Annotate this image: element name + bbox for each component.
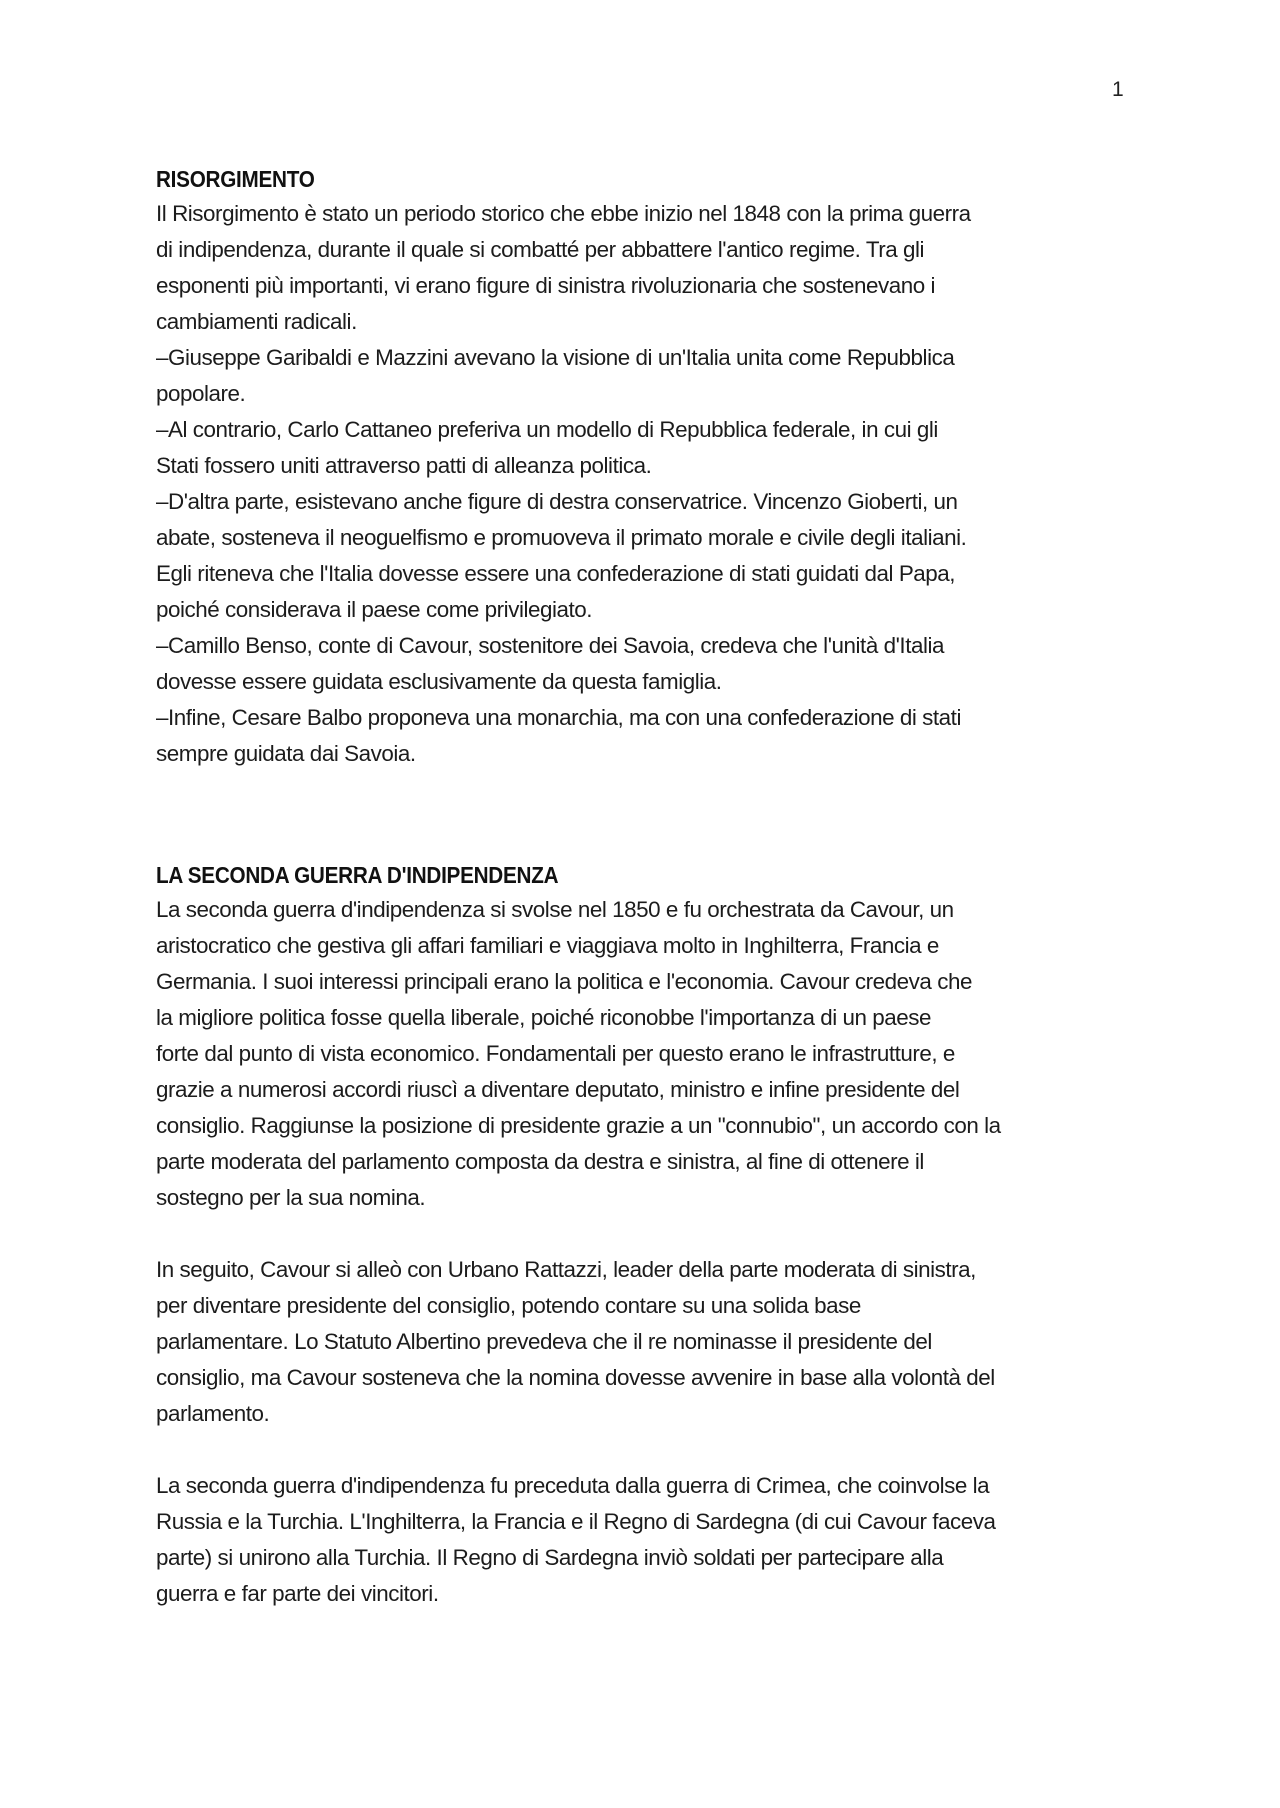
text-line: Il Risorgimento è stato un periodo storico che ebbe inizio nel 1848 con la prima guerra [156, 201, 971, 226]
text-line: La seconda guerra d'indipendenza fu preceduta dalla guerra di Crimea, che coinvolse la [156, 1473, 990, 1498]
paragraph-spacer [156, 1216, 1136, 1252]
text-line: Egli riteneva che l'Italia dovesse essere una confederazione di stati guidati dal Papa, [156, 561, 956, 586]
text-line: abate, sosteneva il neoguelfismo e promuoveva il primato morale e civile degli italiani. [156, 525, 967, 550]
text-line: La seconda guerra d'indipendenza si svolse nel 1850 e fu orchestrata da Cavour, un [156, 897, 954, 922]
text-line: forte dal punto di vista economico. Fondamentali per questo erano le infrastrutture, e [156, 1041, 955, 1066]
text-line: aristocratico che gestiva gli affari familiari e viaggiava molto in Inghilterra, Francia e [156, 933, 939, 958]
section-heading: LA SECONDA GUERRA D'INDIPENDENZA [156, 862, 559, 888]
text-line: per diventare presidente del consiglio, potendo contare su una solida base [156, 1293, 861, 1318]
document-body [156, 162, 1136, 1612]
text-line: –Infine, Cesare Balbo proponeva una monarchia, ma con una confederazione di stati [156, 705, 961, 730]
text-line: consiglio. Raggiunse la posizione di presidente grazie a un "connubio", un accordo con la [156, 1113, 1001, 1138]
text-line: guerra e far parte dei vincitori. [156, 1581, 439, 1606]
text-line: –Camillo Benso, conte di Cavour, sostenitore dei Savoia, credeva che l'unità d'Italia [156, 633, 945, 658]
text-line: sempre guidata dai Savoia. [156, 741, 416, 766]
text-line: dovesse essere guidata esclusivamente da questa famiglia. [156, 669, 722, 694]
text-line: grazie a numerosi accordi riuscì a diventare deputato, ministro e infine presidente del [156, 1077, 960, 1102]
paragraph [156, 892, 1136, 1216]
text-line: popolare. [156, 381, 246, 406]
text-line: Russia e la Turchia. L'Inghilterra, la Francia e il Regno di Sardegna (di cui Cavour faceva [156, 1509, 996, 1534]
text-line: –D'altra parte, esistevano anche figure di destra conservatrice. Vincenzo Gioberti, un [156, 489, 958, 514]
text-line: Germania. I suoi interessi principali erano la politica e l'economia. Cavour credeva che [156, 969, 972, 994]
paragraph-spacer [156, 1432, 1136, 1468]
text-line: –Al contrario, Carlo Cattaneo preferiva un modello di Repubblica federale, in cui gli [156, 417, 938, 442]
text-line: –Giuseppe Garibaldi e Mazzini avevano la visione di un'Italia unita come Repubblica [156, 345, 955, 370]
section-heading: RISORGIMENTO [156, 166, 315, 192]
text-line: parte) si unirono alla Turchia. Il Regno di Sardegna inviò soldati per partecipare alla [156, 1545, 944, 1570]
text-line: di indipendenza, durante il quale si combatté per abbattere l'antico regime. Tra gli [156, 237, 925, 262]
text-line: sostegno per la sua nomina. [156, 1185, 426, 1210]
text-line: consiglio, ma Cavour sosteneva che la nomina dovesse avvenire in base alla volontà del [156, 1365, 995, 1390]
section-text [156, 196, 1136, 772]
text-line: parlamentare. Lo Statuto Albertino prevedeva che il re nominasse il presidente del [156, 1329, 932, 1354]
page-number: 1 [1112, 78, 1124, 101]
text-line: Stati fossero uniti attraverso patti di alleanza politica. [156, 453, 652, 478]
paragraph [156, 1252, 1136, 1432]
text-line: parte moderata del parlamento composta da destra e sinistra, al fine di ottenere il [156, 1149, 924, 1174]
section-seconda-guerra [156, 858, 1136, 1612]
section-risorgimento [156, 162, 1136, 772]
text-line: In seguito, Cavour si alleò con Urbano Rattazzi, leader della parte moderata di sinistra, [156, 1257, 976, 1282]
section-text [156, 892, 1136, 1612]
text-line: cambiamenti radicali. [156, 309, 357, 334]
text-line: la migliore politica fosse quella liberale, poiché riconobbe l'importanza di un paese [156, 1005, 932, 1030]
text-line: esponenti più importanti, vi erano figure di sinistra rivoluzionaria che sostenevano i [156, 273, 936, 298]
text-line: parlamento. [156, 1401, 270, 1426]
text-line: poiché considerava il paese come privilegiato. [156, 597, 593, 622]
paragraph [156, 1468, 1136, 1612]
